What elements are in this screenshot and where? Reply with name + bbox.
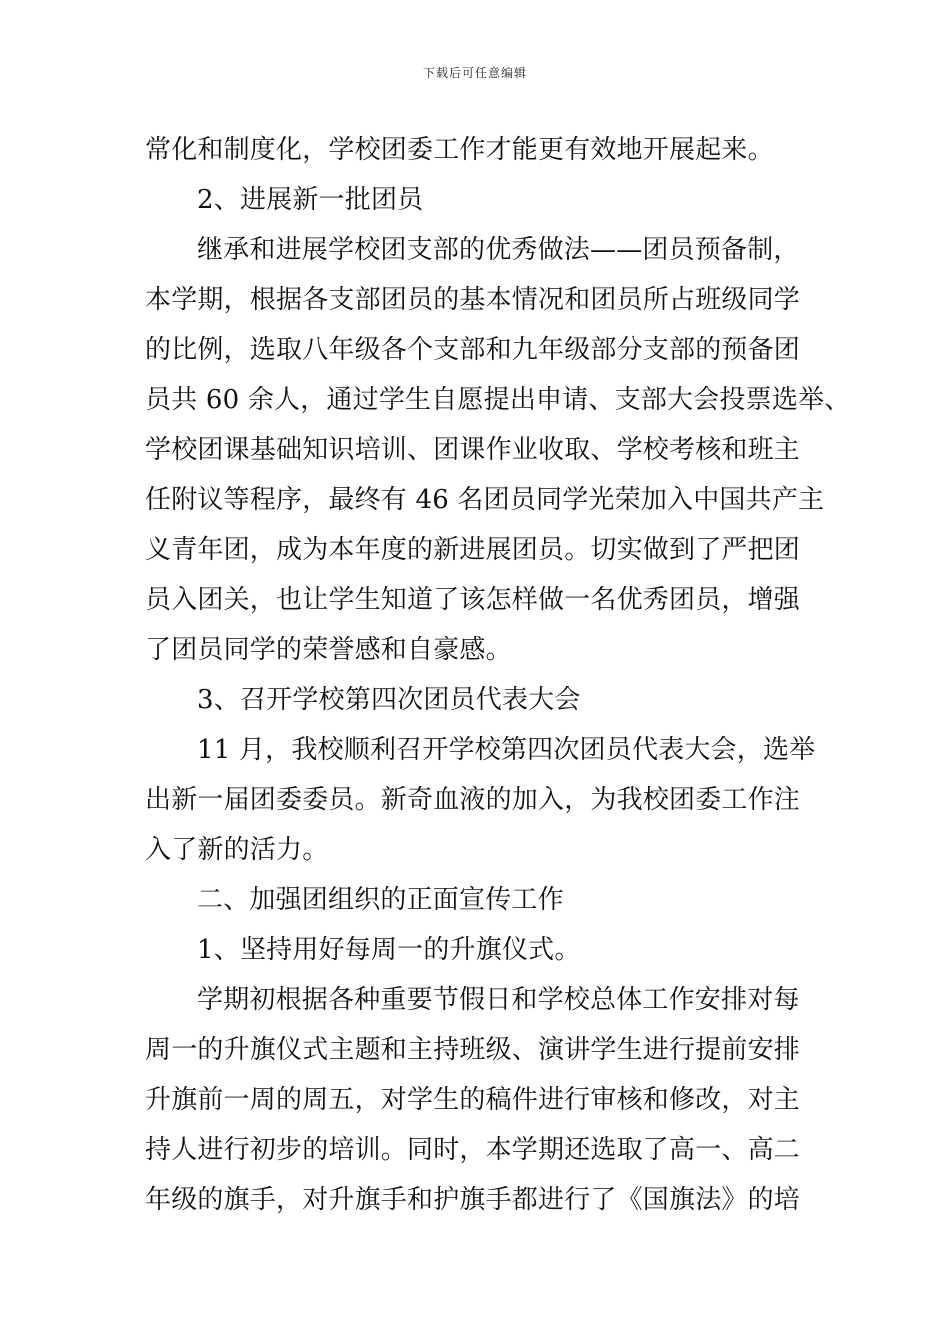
text-line-22: 年级的旗手，对升旗手和护旗手都进行了《国旗法》的培	[145, 1185, 801, 1215]
section-heading-2: 二、加强团组织的正面宣传工作	[197, 885, 564, 915]
subheading-3: 3、召开学校第四次团员代表大会	[197, 685, 581, 715]
text-line-8: 任附议等程序，最终有 46 名团员同学光荣加入中国共产主	[145, 485, 825, 515]
text-line-19: 周一的升旗仪式主题和主持班级、演讲学生进行提前安排	[145, 1035, 801, 1065]
text-line-13: 11 月，我校顺利召开学校第四次团员代表大会，选举	[197, 735, 816, 765]
subheading-1: 1、坚持用好每周一的升旗仪式。	[197, 935, 581, 965]
text-line-18: 学期初根据各种重要节假日和学校总体工作安排对每	[197, 985, 800, 1015]
text-line-1: 常化和制度化，学校团委工作才能更有效地开展起来。	[145, 135, 774, 165]
text-line-14: 出新一届团委委员。新奇血液的加入，为我校团委工作注	[145, 785, 801, 815]
text-line-15: 入了新的活力。	[145, 835, 329, 865]
text-line-20: 升旗前一周的周五，对学生的稿件进行审核和修改，对主	[145, 1085, 801, 1115]
text-line-5: 的比例，选取八年级各个支部和九年级部分支部的预备团	[145, 335, 801, 365]
text-line-3: 继承和进展学校团支部的优秀做法——团员预备制，	[197, 235, 800, 265]
text-line-9: 义青年团，成为本年度的新进展团员。切实做到了严把团	[145, 535, 801, 565]
subheading-2: 2、进展新一批团员	[197, 185, 424, 215]
text-line-21: 持人进行初步的培训。同时，本学期还选取了高一、高二	[145, 1135, 801, 1165]
text-line-7: 学校团课基础知识培训、团课作业收取、学校考核和班主	[145, 435, 801, 465]
text-line-6: 员共 60 余人，通过学生自愿提出申请、支部大会投票选举、	[145, 385, 851, 415]
text-line-11: 了团员同学的荣誉感和自豪感。	[145, 635, 512, 665]
text-line-10: 员入团关，也让学生知道了该怎样做一名优秀团员，增强	[145, 585, 801, 615]
text-line-4: 本学期，根据各支部团员的基本情况和团员所占班级同学	[145, 285, 801, 315]
document-body	[145, 125, 851, 1225]
page-header: 下载后可任意编辑	[422, 66, 527, 80]
